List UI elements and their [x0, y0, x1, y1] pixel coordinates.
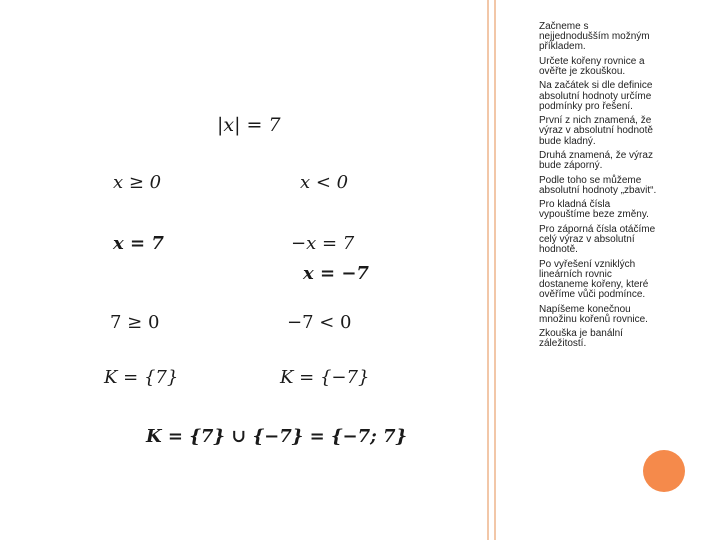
- divider-line-right: [494, 0, 496, 540]
- right-equation-result: x = −7: [303, 263, 369, 284]
- speaker-notes: [539, 22, 657, 354]
- note-line: Začneme s nejjednodušším možným příkladem.: [539, 21, 650, 53]
- note-line: Pro záporná čísla otáčíme celý výraz v absolutní hodnotě.: [539, 223, 656, 256]
- right-check: −7 < 0: [287, 312, 352, 333]
- equation-main: |x| = 7: [217, 114, 281, 136]
- note-line: Na začátek si dle definice absolutní hodnoty určíme podmínky pro řešení.: [539, 80, 653, 112]
- right-solution: K = {−7}: [280, 367, 370, 388]
- left-check: 7 ≥ 0: [110, 312, 160, 333]
- note-line: První z nich znamená, že výraz v absolutní hodnotě bude kladný.: [539, 115, 653, 147]
- final-solution: K = {7} ∪ {−7} = {−7; 7}: [146, 426, 408, 447]
- note-line: Po vyřešení vzniklých lineárních rovnic dostaneme kořeny, které ověříme vůči podmínce.: [539, 258, 649, 301]
- note-line: Podle toho se můžeme absolutní hodnoty „zbavit“.: [539, 174, 657, 196]
- right-equation: −x = 7: [291, 233, 355, 254]
- note-line: Určete kořeny rovnice a ověřte je zkouškou.: [539, 55, 645, 77]
- divider-line-left: [487, 0, 489, 540]
- right-condition: x < 0: [300, 172, 349, 193]
- left-equation: x = 7: [113, 233, 164, 254]
- decorative-circle: [643, 450, 685, 492]
- note-line: Napíšeme konečnou množinu kořenů rovnice.: [539, 303, 648, 325]
- note-line: Zkouška je banální záležitostí.: [539, 328, 623, 350]
- left-condition: x ≥ 0: [113, 172, 162, 193]
- note-line: Druhá znamená, že výraz bude záporný.: [539, 149, 653, 172]
- left-solution: K = {7}: [104, 367, 179, 388]
- note-line: Pro kladná čísla vypouštíme beze změny.: [539, 199, 649, 221]
